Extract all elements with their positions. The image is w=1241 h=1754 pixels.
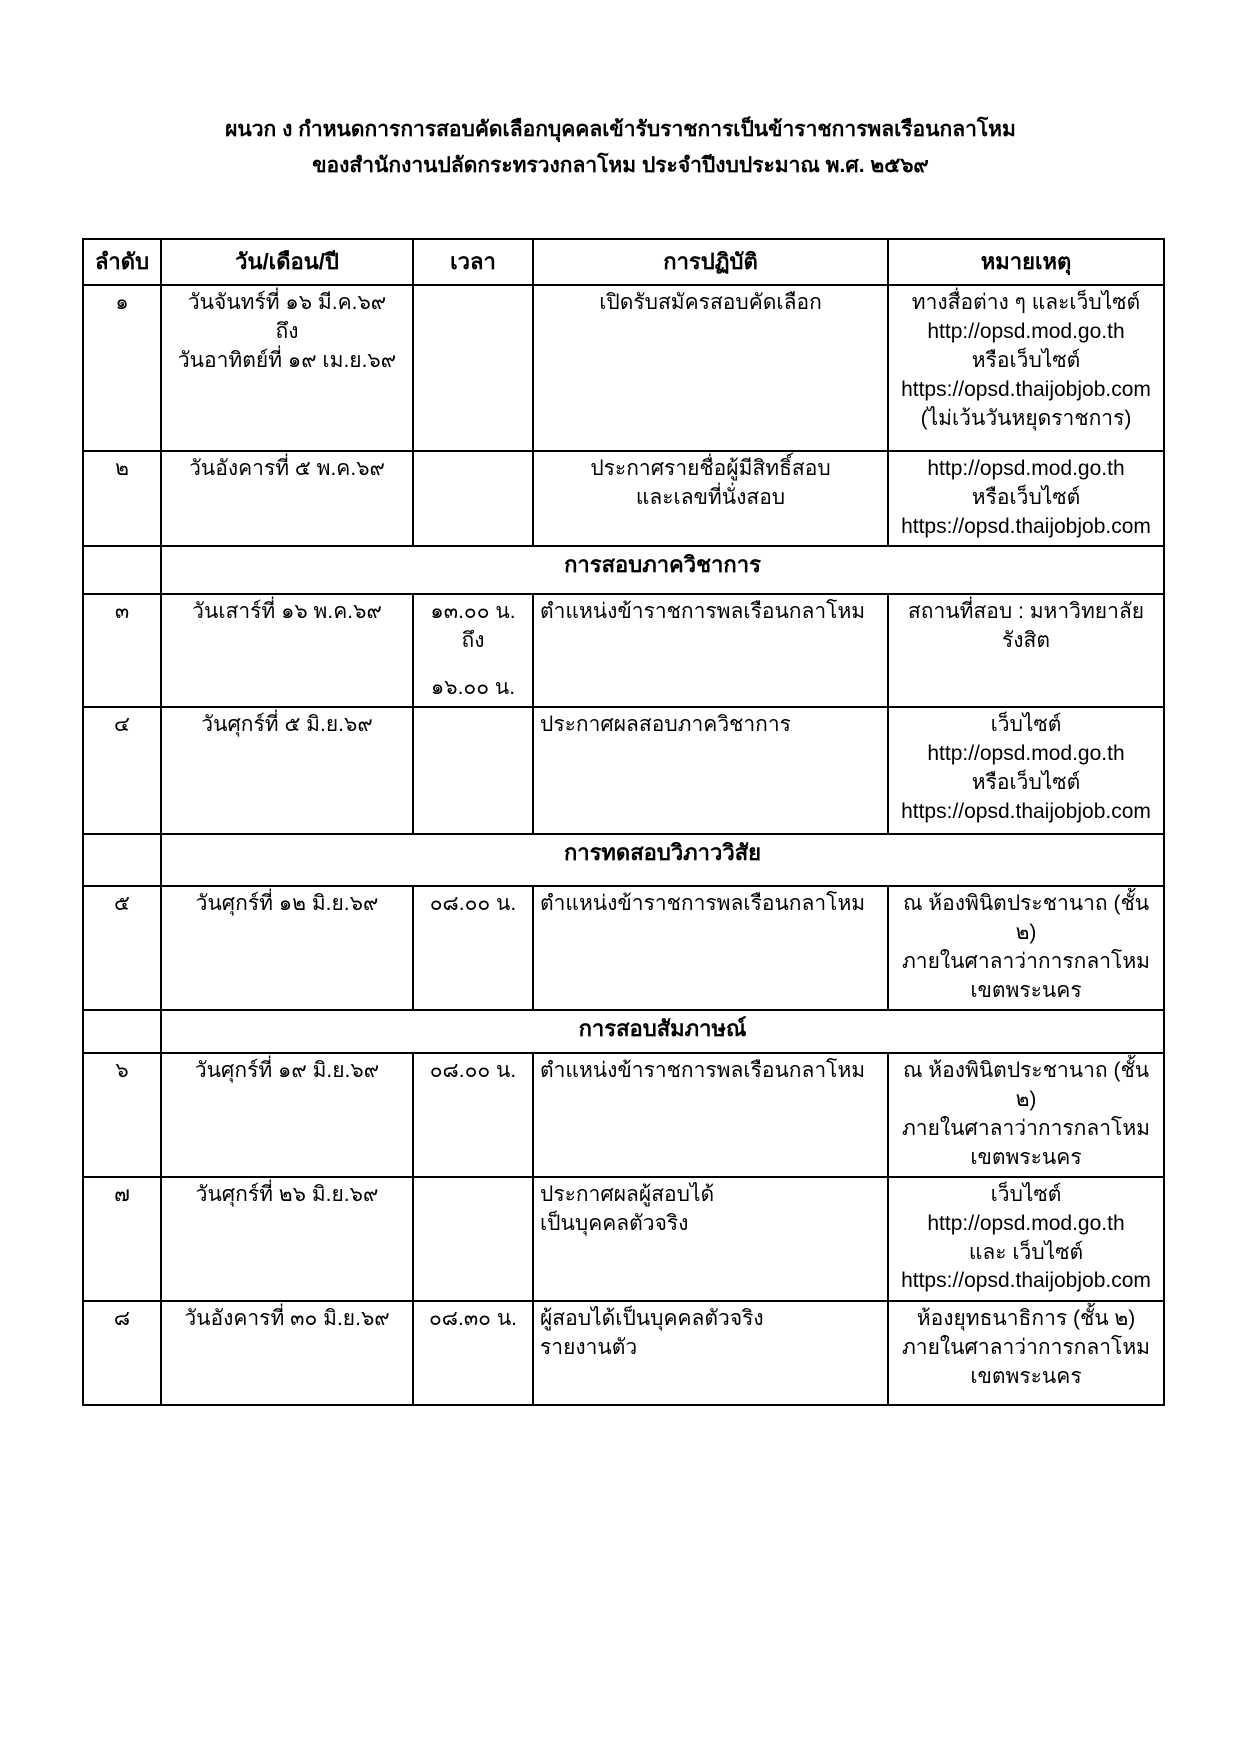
remark-line: หรือเว็บไซต์ (971, 485, 1081, 509)
header-remark: หมายเหตุ (888, 239, 1164, 285)
action-line: เปิดรับสมัครสอบคัดเลือก (599, 291, 822, 314)
time-line: ๑๖.๐๐ น. (430, 675, 516, 699)
section-row (83, 546, 1164, 594)
row-date (161, 285, 413, 451)
row-time (413, 594, 533, 707)
row-no: ๔ (83, 707, 161, 834)
row-action (533, 886, 888, 1010)
row-date (161, 886, 413, 1010)
row-no: ๑ (83, 285, 161, 451)
table-row (83, 886, 1164, 1010)
remark-line: https://opsd.thaijobjob.com (901, 799, 1151, 823)
table-row (83, 1301, 1164, 1405)
row-no: ๖ (83, 1053, 161, 1177)
header-action: การปฏิบัติ (533, 239, 888, 285)
title-line-2: ของสำนักงานปลัดกระทรวงกลาโหม ประจำปีงบประมาณ พ.ศ. ๒๕๖๙ (312, 153, 929, 177)
remark-line: http://opsd.mod.go.th (927, 319, 1125, 343)
row-action (533, 1177, 888, 1301)
row-action (533, 451, 888, 546)
row-action (533, 707, 888, 834)
date-line: วันเสาร์ที่ ๑๖ พ.ค.๖๙ (192, 599, 382, 623)
row-action (533, 285, 888, 451)
table-row (83, 707, 1164, 834)
row-no: ๗ (83, 1177, 161, 1301)
remark-line: https://opsd.thaijobjob.com (901, 1269, 1151, 1293)
remark-line: ภายในศาลาว่าการกลาโหม (901, 1116, 1151, 1140)
time-line: ๐๘.๓๐ น. (428, 1306, 518, 1330)
row-remark (888, 594, 1164, 707)
action-line: ประกาศผลผู้สอบได้ (540, 1182, 715, 1206)
table-row (83, 1053, 1164, 1177)
time-line: ๐๘.๐๐ น. (429, 891, 517, 915)
action-line: ตำแหน่งข้าราชการพลเรือนกลาโหม (540, 599, 866, 623)
action-line: ประกาศผลสอบภาควิชาการ (540, 712, 791, 736)
row-no: ๒ (83, 451, 161, 546)
section-empty-cell (83, 546, 161, 594)
row-date (161, 594, 413, 707)
remark-line: เขตพระนคร (970, 1145, 1082, 1169)
remark-line: ทางสื่อต่าง ๆ และเว็บไซต์ (911, 291, 1141, 314)
title-line-1: ผนวก ง กำหนดการการสอบคัดเลือกบุคคลเข้ารับราชการเป็นข้าราชการพลเรือนกลาโหม (225, 118, 1016, 141)
header-time: เวลา (413, 239, 533, 285)
row-remark (888, 1177, 1164, 1301)
action-line: ผู้สอบได้เป็นบุคคลตัวจริง (540, 1306, 764, 1330)
row-date (161, 707, 413, 834)
time-line: ถึง (461, 628, 485, 652)
remark-line: http://opsd.mod.go.th (927, 1211, 1125, 1235)
remark-line: ภายในศาลาว่าการกลาโหม (901, 1335, 1151, 1359)
remark-line: ณ ห้องพินิตประชานาถ (ชั้น ๒) (902, 1058, 1150, 1111)
section-row (83, 1010, 1164, 1053)
row-time (413, 1177, 533, 1301)
row-time (413, 886, 533, 1010)
row-time (413, 285, 533, 451)
action-line: ตำแหน่งข้าราชการพลเรือนกลาโหม (540, 1058, 866, 1082)
header-no: ลำดับ (83, 239, 161, 285)
date-line: วันอาทิตย์ที่ ๑๙ เม.ย.๖๙ (177, 348, 397, 372)
action-line: รายงานตัว (540, 1335, 638, 1359)
schedule-table (82, 238, 1165, 1406)
remark-line: https://opsd.thaijobjob.com (901, 377, 1151, 401)
date-line: ถึง (275, 319, 299, 343)
date-line: วันศุกร์ที่ ๒๖ มิ.ย.๖๙ (195, 1182, 379, 1206)
table-row (83, 1177, 1164, 1301)
action-line: และเลขที่นั่งสอบ (635, 485, 786, 509)
date-line: วันจันทร์ที่ ๑๖ มี.ค.๖๙ (187, 291, 387, 314)
row-remark (888, 285, 1164, 451)
row-no: ๕ (83, 886, 161, 1010)
remark-line: หรือเว็บไซต์ (971, 348, 1081, 372)
date-line: วันศุกร์ที่ ๑๒ มิ.ย.๖๙ (195, 891, 379, 915)
remark-line: เว็บไซต์ (990, 1182, 1062, 1206)
date-line: วันศุกร์ที่ ๑๙ มิ.ย.๖๙ (194, 1058, 380, 1082)
time-line: ๐๘.๐๐ น. (429, 1058, 517, 1082)
document-title (0, 0, 1241, 183)
row-action (533, 594, 888, 707)
row-remark (888, 1053, 1164, 1177)
remark-line: https://opsd.thaijobjob.com (901, 514, 1151, 538)
section-empty-cell (83, 1010, 161, 1053)
action-line: ตำแหน่งข้าราชการพลเรือนกลาโหม (540, 891, 866, 915)
remark-line: ภายในศาลาว่าการกลาโหม (901, 949, 1151, 973)
section-title-aptitude: การทดสอบวิภาววิสัย (161, 834, 1164, 886)
remark-line: เขตพระนคร (970, 978, 1082, 1002)
row-date (161, 1177, 413, 1301)
remark-line: เว็บไซต์ (990, 712, 1062, 736)
row-no: ๘ (83, 1301, 161, 1405)
section-title-academic: การสอบภาควิชาการ (161, 546, 1164, 594)
table-header-row (83, 239, 1164, 285)
row-date (161, 451, 413, 546)
row-time (413, 1053, 533, 1177)
remark-line: เขตพระนคร (970, 1364, 1082, 1388)
action-line: เป็นบุคคลตัวจริง (540, 1211, 689, 1235)
row-remark (888, 451, 1164, 546)
section-empty-cell (83, 834, 161, 886)
row-time (413, 707, 533, 834)
row-no: ๓ (83, 594, 161, 707)
row-time (413, 451, 533, 546)
section-row (83, 834, 1164, 886)
table-row (83, 285, 1164, 451)
remark-line: ห้องยุทธนาธิการ (ชั้น ๒) (916, 1306, 1136, 1330)
remark-line: และ เว็บไซต์ (968, 1240, 1084, 1264)
date-line: วันอังคารที่ ๕ พ.ค.๖๙ (189, 457, 385, 480)
remark-line: (ไม่เว้นวันหยุดราชการ) (920, 406, 1132, 430)
header-date: วัน/เดือน/ปี (161, 239, 413, 285)
remark-line: สถานที่สอบ : มหาวิทยาลัยรังสิต (907, 599, 1145, 652)
row-action (533, 1053, 888, 1177)
time-line: ๑๓.๐๐ น. (430, 599, 516, 623)
remark-line: ณ ห้องพินิตประชานาถ (ชั้น ๒) (902, 891, 1150, 944)
row-date (161, 1053, 413, 1177)
table-row (83, 594, 1164, 707)
remark-line: หรือเว็บไซต์ (971, 770, 1081, 794)
row-time (413, 1301, 533, 1405)
row-action (533, 1301, 888, 1405)
section-title-interview: การสอบสัมภาษณ์ (161, 1010, 1164, 1053)
row-remark (888, 1301, 1164, 1405)
remark-line: http://opsd.mod.go.th (927, 457, 1125, 480)
row-remark (888, 886, 1164, 1010)
row-date (161, 1301, 413, 1405)
table-row (83, 451, 1164, 546)
date-line: วันอังคารที่ ๓๐ มิ.ย.๖๙ (184, 1306, 390, 1330)
action-line: ประกาศรายชื่อผู้มีสิทธิ์สอบ (590, 457, 831, 480)
date-line: วันศุกร์ที่ ๕ มิ.ย.๖๙ (201, 712, 373, 736)
remark-line: http://opsd.mod.go.th (927, 741, 1125, 765)
row-remark (888, 707, 1164, 834)
